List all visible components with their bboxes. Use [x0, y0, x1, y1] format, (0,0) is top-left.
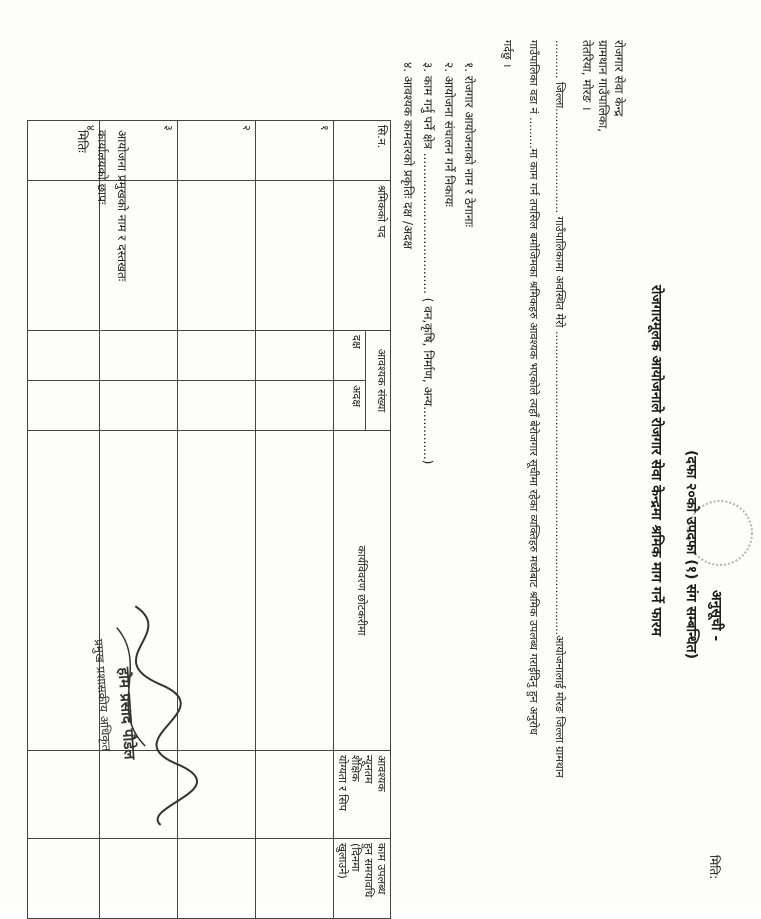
cell[interactable] — [28, 381, 100, 431]
cell[interactable] — [28, 181, 100, 331]
col-header-post: श्रमिकको पद — [334, 181, 391, 331]
qual-line-2: न्यूनतम — [362, 755, 375, 784]
office-stamp-label: कार्यालयको छापः — [95, 130, 109, 205]
cell[interactable] — [100, 381, 178, 431]
qual-line-4: योग्यता र सिप — [336, 755, 349, 811]
dur-line-4: खुलाउने) — [336, 843, 349, 879]
cell[interactable] — [178, 381, 256, 431]
qual-line-1: आवश्यक — [375, 755, 388, 792]
dur-line-3: (दिनमा — [349, 843, 362, 872]
cell[interactable] — [100, 331, 178, 381]
cell[interactable] — [178, 839, 256, 919]
officer-stamp — [75, 592, 211, 840]
annex-label: अनुसूची - — [708, 590, 724, 642]
row-sn: ४ — [28, 121, 100, 181]
col-header-required: आवश्यक संख्या — [366, 331, 391, 431]
table-row — [256, 121, 334, 919]
footer-date-label: मितिः — [75, 130, 89, 153]
form-subtitle: (दफा २०को उपदफा (१) संग सम्बन्धित) — [683, 450, 699, 659]
row-sn: २ — [178, 121, 256, 181]
row-sn: ३ — [100, 121, 178, 181]
col-header-skilled: दक्ष — [334, 331, 366, 381]
address-line-2: ग्रामथान गाउँपालिका, — [596, 40, 610, 133]
cell[interactable] — [100, 181, 178, 331]
qual-line-3: शैक्षिक — [349, 755, 362, 782]
cell[interactable] — [178, 181, 256, 331]
signature-label: आयोजना प्रमुखको नाम र दस्तखतः — [115, 130, 129, 282]
request-paragraph-line-1: ........... जिल्ला.............................. गाउँपालिकामा अवस्थित मेरो .......................................................................................आयोजनालाई मोरङ जिल्ला ग्रामथान — [553, 40, 566, 778]
cell[interactable] — [256, 431, 334, 751]
dur-line-1: काम उपलब्ध — [375, 843, 388, 895]
cell[interactable] — [28, 839, 100, 919]
cell[interactable] — [100, 839, 178, 919]
request-paragraph-line-2: गाउँपालिका वडा नं .........मा काम गर्न तपसिल बमोजिमका श्रमिकहरु आवश्यक भएकोले त्यहाँ बेरोजगार सूचीमा रहेका व्यक्तिहरु मध्येबाट श्रमिक उपलब्ध गराईदिनु हुन अनुरोध — [527, 40, 540, 735]
row-sn: १ — [256, 121, 334, 181]
cell[interactable] — [178, 331, 256, 381]
date-label-top: मिति: — [707, 855, 721, 880]
address-line-3: तेतरिया, मोरङ । — [580, 40, 594, 111]
col-header-unskilled: अदक्ष — [334, 381, 366, 431]
col-header-schedule: कार्यविवरण छोटकरीमा — [334, 431, 391, 751]
cell[interactable] — [256, 839, 334, 919]
list-item-4: ४. आवश्यक कामदारको प्रकृतिः दक्ष /अदक्ष — [401, 62, 415, 250]
cell[interactable] — [256, 181, 334, 331]
list-item-1: १. रोजगार आयोजनाको नाम र ठेगानाः — [462, 62, 476, 228]
cell[interactable] — [28, 331, 100, 381]
cell[interactable] — [256, 331, 334, 381]
cell[interactable] — [256, 381, 334, 431]
col-header-sn: सि.न. — [334, 121, 391, 181]
officer-name: होम प्रसाद पौडेल — [114, 666, 139, 761]
col-header-duration — [334, 839, 391, 919]
officer-designation: प्रमुख प्रशासकीय अधिकृत — [91, 638, 114, 752]
col-header-qualification — [334, 751, 391, 839]
address-line-1: रोजगार सेवा केन्द्र — [612, 40, 626, 117]
cell[interactable] — [256, 751, 334, 839]
request-paragraph-line-3: गर्दछु । — [501, 40, 514, 68]
form-title: रोजगारमूलक आयोजनाले रोजगार सेवा केन्द्रमा श्रमिक माग गर्ने फारम — [648, 285, 664, 636]
list-item-3: ३. काम गर्नु पर्ने क्षेत्र ..................................... ( वन,कृषि, निर्माण, अन्य..............) — [421, 62, 435, 465]
list-item-2: २. आयोजना संचालन गर्ने निकायः — [442, 62, 456, 207]
dur-line-2: हुन समयावधि — [362, 843, 375, 898]
